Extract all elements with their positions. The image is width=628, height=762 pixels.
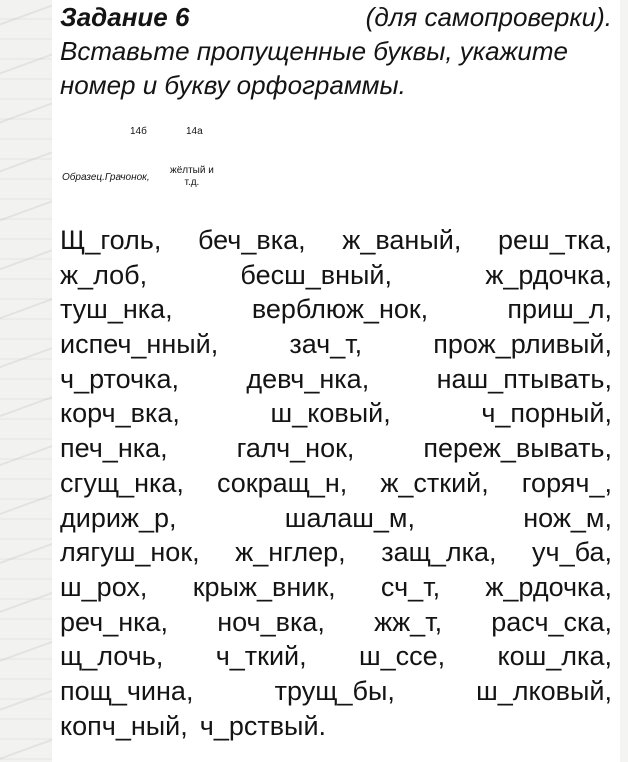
word: сокращ_н, bbox=[216, 467, 348, 498]
word: ш_лковый, bbox=[476, 675, 612, 706]
word-list bbox=[60, 223, 612, 743]
word: сч_т, bbox=[380, 571, 441, 602]
word: расч_ска, bbox=[491, 606, 612, 637]
word: Щ_голь, bbox=[60, 225, 162, 255]
sample-label: Образец.Грачонок, bbox=[62, 172, 150, 183]
word: ш_рох, bbox=[60, 571, 148, 602]
word: ж_рдочка, bbox=[485, 571, 612, 602]
word-line bbox=[60, 639, 612, 674]
word-line bbox=[60, 396, 612, 431]
task-instruction-line: номер и букву орфограммы. bbox=[60, 70, 406, 100]
word: реч_нка, bbox=[60, 606, 169, 637]
word: горяч_, bbox=[521, 467, 612, 498]
word: корч_вка, bbox=[60, 398, 180, 429]
word: наш_птывать, bbox=[436, 363, 612, 394]
word: прож_рливый, bbox=[433, 329, 612, 360]
word: ч_ткий, bbox=[215, 641, 307, 672]
word-line bbox=[60, 258, 612, 293]
word: галч_нок, bbox=[236, 433, 355, 464]
word: ч_рствый. bbox=[199, 710, 327, 741]
word: зач_т, bbox=[289, 329, 363, 360]
word: щ_лочь, bbox=[60, 641, 164, 672]
word: девч_нка, bbox=[246, 363, 370, 394]
word: печ_нка, bbox=[60, 433, 168, 464]
word-line bbox=[60, 501, 612, 536]
sample-code: 14а bbox=[186, 126, 203, 137]
word: защ_лка, bbox=[381, 537, 497, 568]
sample-etc: т.д. bbox=[184, 177, 200, 188]
word: крыж_вник, bbox=[192, 571, 336, 602]
word: жж_т, bbox=[374, 606, 443, 637]
word-line bbox=[60, 535, 612, 570]
word: ж_лоб, bbox=[60, 259, 148, 290]
task-heading bbox=[60, 0, 612, 102]
word: дириж_р, bbox=[60, 502, 177, 533]
word: верблюж_нок, bbox=[251, 294, 429, 325]
word: приш_л, bbox=[507, 294, 612, 325]
word: копч_ный, bbox=[60, 710, 188, 741]
word: сгущ_нка, bbox=[60, 467, 184, 498]
word: реш_тка, bbox=[498, 225, 612, 255]
word-line bbox=[60, 709, 612, 744]
word: переж_вывать, bbox=[423, 433, 612, 464]
task-tag: (для самопроверки). bbox=[365, 2, 612, 32]
word: беч_вка, bbox=[198, 225, 306, 255]
word: пощ_чина, bbox=[60, 675, 194, 706]
sample-tail bbox=[170, 165, 214, 189]
word: туш_нка, bbox=[60, 294, 173, 325]
word: ч_порный, bbox=[481, 398, 612, 429]
word: бесш_вный, bbox=[240, 259, 393, 290]
word: ш_ссе, bbox=[358, 641, 446, 672]
sample-code: 14б bbox=[130, 126, 147, 137]
word-line bbox=[60, 570, 612, 605]
word: трущ_бы, bbox=[274, 675, 395, 706]
worksheet bbox=[52, 0, 620, 762]
word: ж_рдочка, bbox=[485, 259, 612, 290]
word: кош_лка, bbox=[497, 641, 612, 672]
word: шалаш_м, bbox=[284, 502, 415, 533]
task-number: Задание 6 bbox=[60, 2, 190, 32]
sample-word: жёлтый и bbox=[170, 165, 214, 176]
word-line bbox=[60, 466, 612, 501]
word-line bbox=[60, 327, 612, 362]
word: ж_нглер, bbox=[235, 537, 346, 568]
left-margin-decoration bbox=[0, 0, 52, 762]
word: ч_рточка, bbox=[60, 363, 179, 394]
word-line bbox=[60, 362, 612, 397]
word: ноч_вка, bbox=[217, 606, 325, 637]
word-line bbox=[60, 431, 612, 466]
word-line bbox=[60, 674, 612, 709]
word: уч_ба, bbox=[532, 537, 612, 568]
word: испеч_нный, bbox=[60, 329, 219, 360]
word-line bbox=[60, 223, 612, 258]
task-instruction-line: Вставьте пропущенные буквы, укажите bbox=[60, 36, 568, 66]
word: ш_ковый, bbox=[270, 398, 391, 429]
word-line bbox=[60, 292, 612, 327]
word: ж_ваный, bbox=[342, 225, 462, 255]
word: лягуш_нок, bbox=[60, 537, 200, 568]
word: ж_сткий, bbox=[380, 467, 489, 498]
word-line bbox=[60, 605, 612, 640]
task-title-line bbox=[60, 0, 612, 34]
word: нож_м, bbox=[523, 502, 612, 533]
